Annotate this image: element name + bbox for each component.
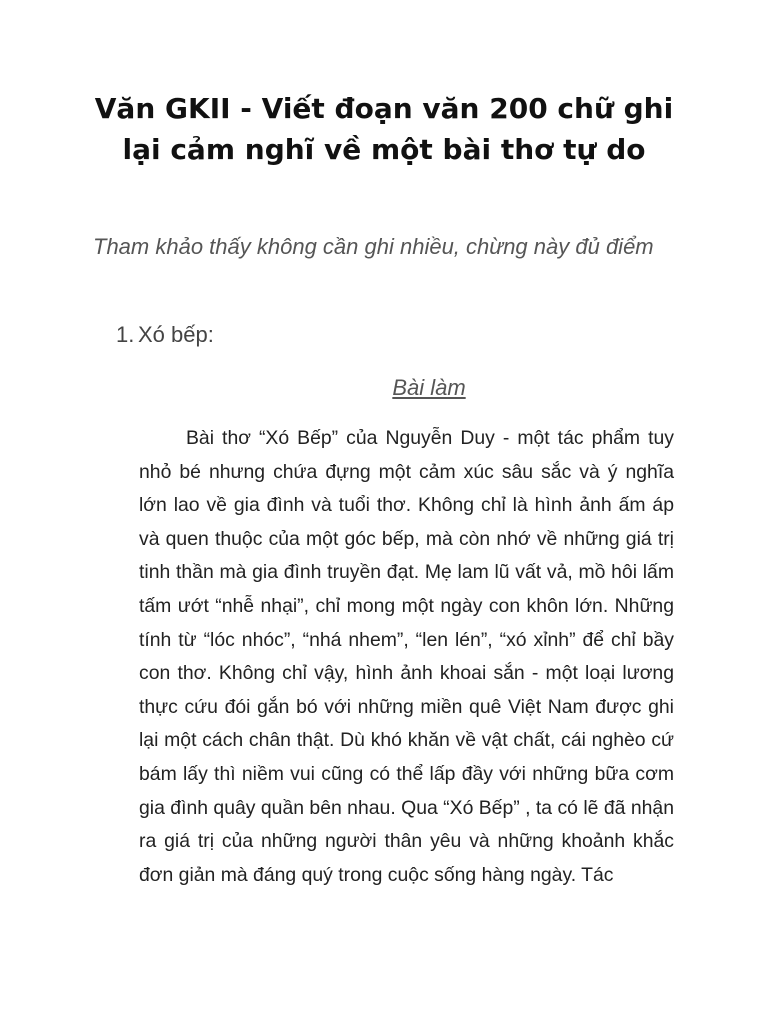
- list-item: [116, 320, 214, 350]
- list-item-number: 1.: [116, 322, 135, 347]
- document-subtitle: Tham khảo thấy không cần ghi nhiều, chừng này đủ điểm: [93, 234, 654, 259]
- section-heading: Bài làm: [392, 375, 466, 400]
- document-title: Văn GKII - Viết đoạn văn 200 chữ ghi lại cảm nghĩ về một bài thơ tự do: [94, 92, 674, 166]
- list-item-label: Xó bếp:: [138, 322, 214, 347]
- body-paragraph: Bài thơ “Xó Bếp” của Nguyễn Duy - một tác phẩm tuy nhỏ bé nhưng chứa đựng một cảm xúc sâu sắc và ý nghĩa lớn lao về gia đình và tuổi thơ. Không chỉ là hình ảnh ấm áp và quen thuộc của một góc bếp, mà còn nhớ về những giá trị tinh thần mà gia đình truyền đạt. Mẹ lam lũ vất vả, mồ hôi lấm tấm ướt “nhễ nhại”, chỉ mong một ngày con khôn lớn. Những tính từ “lóc nhóc”, “nhá nhem”, “len lén”, “xó xỉnh” để chỉ bầy con thơ. Không chỉ vậy, hình ảnh khoai sắn - một loại lương thực cứu đói gắn bó với những miền quê Việt Nam được ghi lại một cách chân thật. Dù khó khăn về vật chất, cái nghèo cứ bám lấy thì niềm vui cũng có thể lấp đầy với những bữa cơm gia đình quây quần bên nhau. Qua “Xó Bếp” , ta có lẽ đã nhận ra giá trị của những người thân yêu và những khoảnh khắc đơn giản mà đáng quý trong cuộc sống hàng ngày. Tác: [139, 427, 674, 886]
